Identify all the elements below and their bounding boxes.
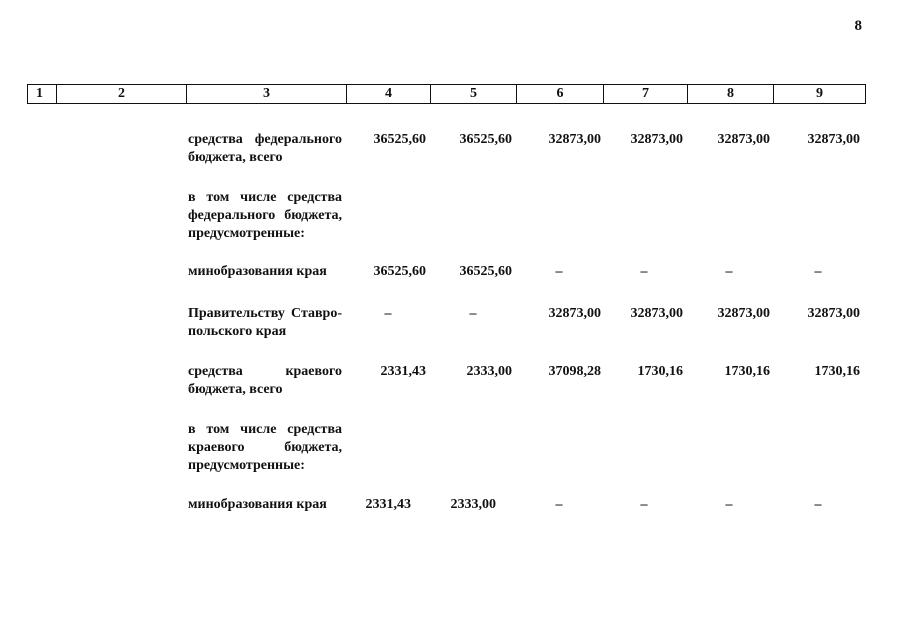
cell-col-7: 32873,00 bbox=[630, 132, 683, 147]
cell-col-6: – bbox=[555, 497, 563, 512]
cell-col-6: 32873,00 bbox=[548, 306, 601, 321]
cell-col-9: 32873,00 bbox=[807, 306, 860, 321]
header-col-4: 4 bbox=[347, 85, 431, 104]
row-description: Правительству Ставро-польского края bbox=[188, 306, 342, 339]
cell-col-9: 1730,16 bbox=[814, 364, 860, 379]
row-description: средства федерального бюджета, всего bbox=[188, 132, 342, 165]
header-col-3: 3 bbox=[187, 85, 347, 104]
cell-col-7: 1730,16 bbox=[637, 364, 683, 379]
cell-col-4: 2331,43 bbox=[365, 497, 411, 512]
cell-col-9: – bbox=[814, 264, 822, 279]
row-description: в том числе средства краевого бюджета, предусмотренные: bbox=[188, 422, 342, 473]
cell-col-7: 32873,00 bbox=[630, 306, 683, 321]
cell-col-8: 1730,16 bbox=[724, 364, 770, 379]
header-col-7: 7 bbox=[604, 85, 688, 104]
row-description: средства краевого бюджета, всего bbox=[188, 364, 342, 397]
cell-col-4: – bbox=[384, 306, 392, 321]
cell-col-4: 2331,43 bbox=[380, 364, 426, 379]
header-col-1: 1 bbox=[28, 85, 57, 104]
cell-col-6: – bbox=[555, 264, 563, 279]
page-number: 8 bbox=[854, 18, 862, 34]
cell-col-5: – bbox=[469, 306, 477, 321]
header-col-5: 5 bbox=[431, 85, 517, 104]
cell-col-7: – bbox=[640, 264, 648, 279]
cell-col-5: 36525,60 bbox=[459, 264, 512, 279]
cell-col-8: – bbox=[725, 497, 733, 512]
row-description: минобразования края bbox=[188, 497, 327, 512]
cell-col-8: – bbox=[725, 264, 733, 279]
cell-col-5: 2333,00 bbox=[450, 497, 496, 512]
cell-col-6: 37098,28 bbox=[548, 364, 601, 379]
header-col-8: 8 bbox=[688, 85, 774, 104]
header-row bbox=[28, 85, 866, 104]
column-header-table bbox=[27, 84, 866, 104]
cell-col-4: 36525,60 bbox=[373, 132, 426, 147]
cell-col-5: 36525,60 bbox=[459, 132, 512, 147]
cell-col-9: 32873,00 bbox=[807, 132, 860, 147]
row-description: в том числе средства федерального бюджета, предусмотренные: bbox=[188, 190, 342, 241]
row-description: минобразования края bbox=[188, 264, 327, 279]
header-col-2: 2 bbox=[57, 85, 187, 104]
cell-col-5: 2333,00 bbox=[466, 364, 512, 379]
cell-col-7: – bbox=[640, 497, 648, 512]
cell-col-8: 32873,00 bbox=[717, 132, 770, 147]
header-col-6: 6 bbox=[517, 85, 604, 104]
header-col-9: 9 bbox=[774, 85, 866, 104]
cell-col-9: – bbox=[814, 497, 822, 512]
cell-col-6: 32873,00 bbox=[548, 132, 601, 147]
cell-col-8: 32873,00 bbox=[717, 306, 770, 321]
cell-col-4: 36525,60 bbox=[373, 264, 426, 279]
